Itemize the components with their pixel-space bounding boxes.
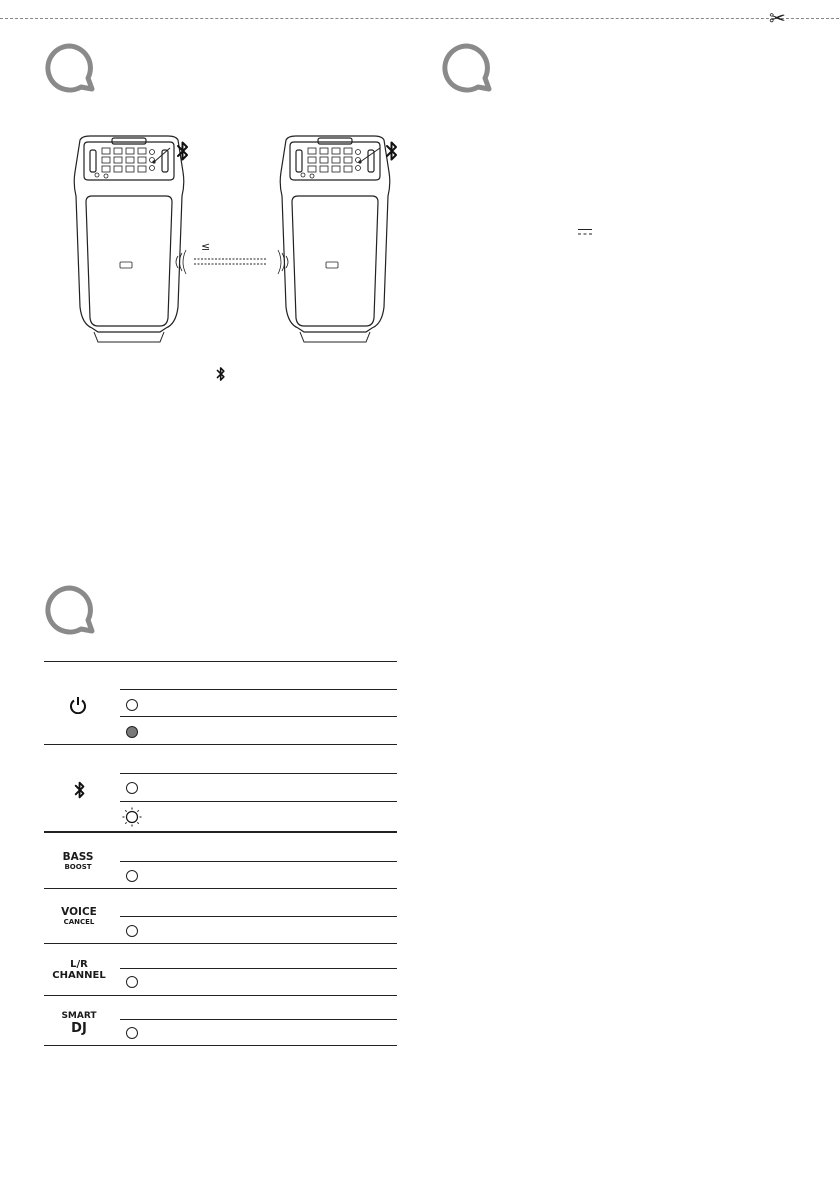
led-off-icon xyxy=(126,699,138,711)
speech-bubble-icon xyxy=(441,42,493,94)
bluetooth-icon xyxy=(74,780,86,800)
bluetooth-icon xyxy=(176,140,190,162)
table-row-border xyxy=(44,995,397,996)
table-divider xyxy=(120,689,397,690)
table-divider xyxy=(120,801,397,802)
power-icon xyxy=(69,696,87,714)
table-divider xyxy=(120,861,397,862)
table-top-border xyxy=(44,661,397,662)
bluetooth-icon xyxy=(385,140,399,162)
table-row-border xyxy=(44,888,397,889)
speech-bubble-icon xyxy=(44,42,96,94)
table-divider xyxy=(120,916,397,917)
cut-line xyxy=(0,18,839,19)
led-off-icon xyxy=(126,870,138,882)
scissors-icon: ✂ xyxy=(769,6,786,30)
dc-symbol-icon xyxy=(578,228,592,236)
led-flashing-icon xyxy=(122,807,142,827)
bass-boost-button-label: BASS BOOST xyxy=(62,851,94,871)
led-off-icon xyxy=(126,925,138,937)
table-divider xyxy=(120,773,397,774)
table-divider xyxy=(120,1019,397,1020)
lr-channel-button-label: L/R CHANNEL xyxy=(52,959,106,981)
led-off-icon xyxy=(126,976,138,988)
bluetooth-icon xyxy=(216,366,226,382)
table-row-border xyxy=(44,744,397,745)
table-divider xyxy=(120,968,397,969)
led-off-icon xyxy=(126,1027,138,1039)
speaker-pairing-illustration xyxy=(70,132,405,344)
led-on-icon xyxy=(126,726,138,738)
table-row-border xyxy=(44,831,397,833)
speech-bubble-icon xyxy=(44,584,96,636)
distance-symbol: ≤ xyxy=(201,240,211,253)
table-row-border xyxy=(44,943,397,944)
voice-cancel-button-label: VOICE CANCEL xyxy=(61,906,97,926)
smart-dj-button-label: SMART DJ xyxy=(61,1011,97,1036)
table-divider xyxy=(120,716,397,717)
led-off-icon xyxy=(126,782,138,794)
table-bottom-border xyxy=(44,1045,397,1046)
